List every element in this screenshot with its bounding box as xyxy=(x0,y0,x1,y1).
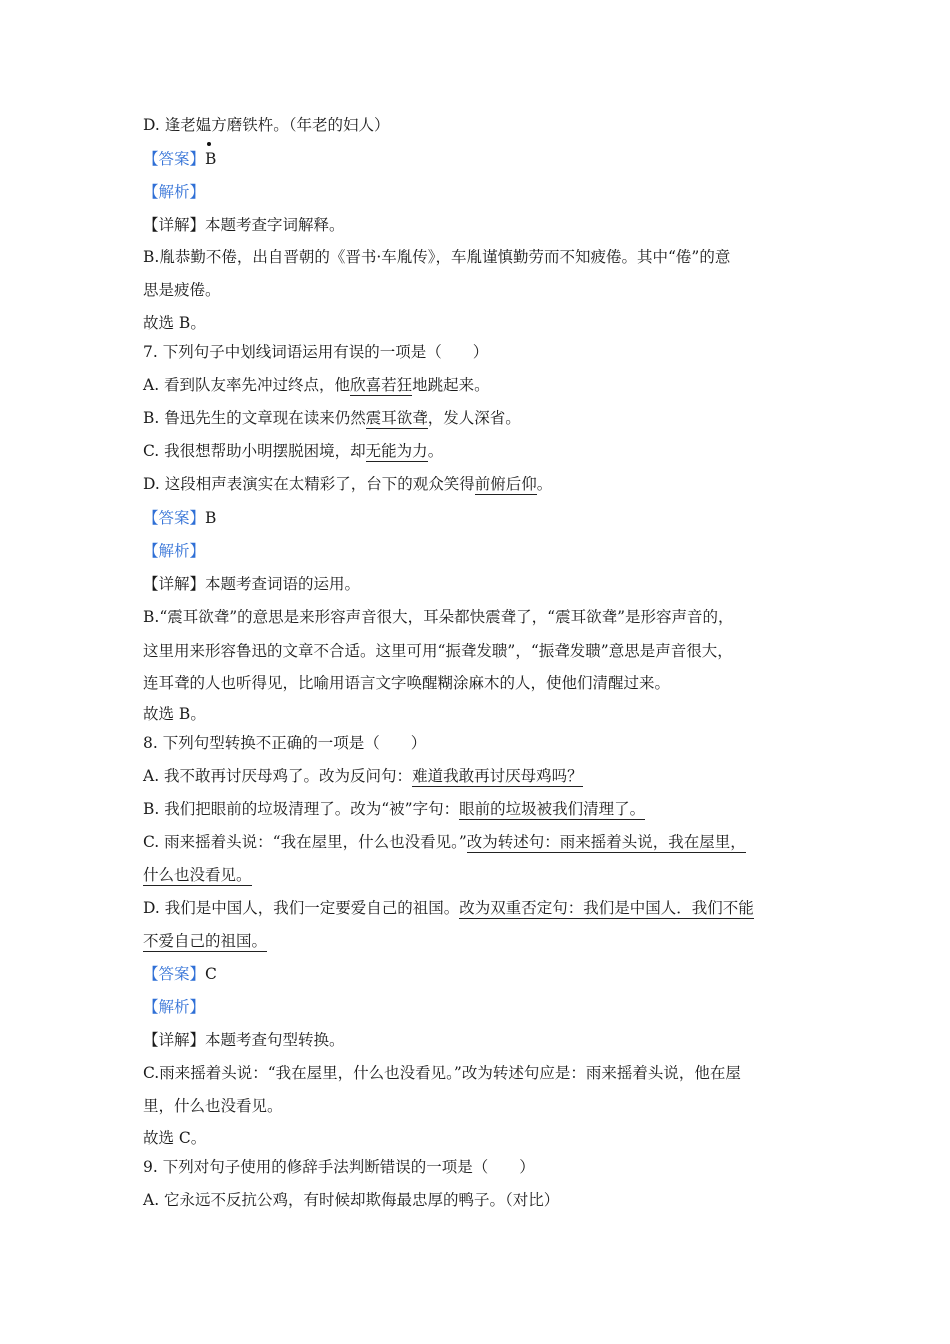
underlined-phrase: 什么也没看见。 xyxy=(143,866,252,884)
emphasis-dot xyxy=(207,142,211,146)
q6-analysis-label: 【解析】 xyxy=(143,183,206,201)
q7-conclusion: 故选 B。 xyxy=(143,705,206,723)
option-text: ，发人深省。 xyxy=(427,409,521,427)
q7-explanation-line: 连耳聋的人也听得见，比喻用语言文字唤醒糊涂麻木的人，使他们清醒过来。 xyxy=(143,674,671,692)
q8-detail: 【详解】本题考查句型转换。 xyxy=(143,1031,345,1049)
q8-option-c-cont xyxy=(143,864,252,886)
q7-explanation-line: B.“震耳欲聋”的意思是来形容声音很大，耳朵都快震聋了，“震耳欲聋”是形容声音的， xyxy=(143,608,734,626)
q9-question: 9. 下列对句子使用的修辞手法判断错误的一项是（ ） xyxy=(143,1158,535,1176)
q8-analysis-label: 【解析】 xyxy=(143,998,206,1016)
q8-option-b xyxy=(143,798,645,820)
q7-analysis-label: 【解析】 xyxy=(143,542,206,560)
underlined-phrase: 欣喜若狂 xyxy=(350,376,413,394)
underlined-phrase: 改为双重否定句：我们是中国人．我们不能 xyxy=(459,899,754,917)
underlined-phrase: 不爱自己的祖国。 xyxy=(143,932,268,950)
q8-question: 8. 下列句型转换不正确的一项是（ ） xyxy=(143,734,427,752)
option-text: C. 雨来摇着头说：“我在屋里，什么也没看见。” xyxy=(143,833,467,851)
q7-explanation-line: 这里用来形容鲁迅的文章不合适。这里可用“振聋发聩”，“振聋发聩”意思是声音很大， xyxy=(143,642,733,660)
underlined-phrase: 难道我敢再讨厌母鸡吗？ xyxy=(412,767,583,785)
option-text: D. 这段相声表演实在太精彩了，台下的观众笑得 xyxy=(143,475,475,493)
option-text: C. 我很想帮助小明摆脱困境，却 xyxy=(143,442,366,460)
answer-label: 【答案】 xyxy=(143,965,206,983)
underlined-phrase: 改为转述句：雨来摇着头说，我在屋里， xyxy=(466,833,746,851)
q7-detail: 【详解】本题考查词语的运用。 xyxy=(143,575,361,593)
answer-label: 【答案】 xyxy=(143,150,206,168)
q8-option-d-cont xyxy=(143,930,267,952)
option-text: D. 我们是中国人，我们一定要爱自己的祖国。 xyxy=(143,899,460,917)
q7-answer xyxy=(143,507,216,529)
answer-value: C xyxy=(205,965,217,983)
answer-label: 【答案】 xyxy=(143,509,206,527)
q6-detail: 【详解】本题考查字词解释。 xyxy=(143,216,345,234)
answer-value: B xyxy=(205,150,217,168)
underlined-phrase: 震耳欲聋 xyxy=(365,409,428,427)
q7-option-c xyxy=(143,440,443,462)
q8-explanation-line: C.雨来摇着头说：“我在屋里，什么也没看见。”改为转述句应是：雨来摇着头说，他在屋 xyxy=(143,1064,741,1082)
q6-conclusion: 故选 B。 xyxy=(143,314,206,332)
q8-explanation-line: 里，什么也没看见。 xyxy=(143,1097,283,1115)
q6-option-d: D. 逢老媪方磨铁杵。（年老的妇人） xyxy=(143,116,390,134)
q8-option-d xyxy=(143,897,754,919)
underlined-phrase: 无能为力 xyxy=(365,442,428,460)
q9-option-a: A. 它永远不反抗公鸡，有时候却欺侮最忠厚的鸭子。（对比） xyxy=(143,1191,560,1209)
q8-answer xyxy=(143,963,217,985)
option-text: A. 我不敢再讨厌母鸡了。改为反问句： xyxy=(143,767,413,785)
answer-value: B xyxy=(205,509,217,527)
q8-option-c xyxy=(143,831,746,853)
q7-option-b xyxy=(143,407,521,429)
underlined-phrase: 前俯后仰 xyxy=(474,475,537,493)
q7-option-a xyxy=(143,374,490,396)
q6-answer xyxy=(143,148,216,170)
q6-explanation-line: B.胤恭勤不倦，出自晋朝的《晋书·车胤传》，车胤谨慎勤劳而不知疲倦。其中“倦”的意 xyxy=(143,248,731,266)
option-text: 地跳起来。 xyxy=(412,376,490,394)
q8-option-a xyxy=(143,765,583,787)
q7-option-d xyxy=(143,473,552,495)
option-text: A. 看到队友率先冲过终点，他 xyxy=(143,376,351,394)
q6-explanation-line: 思是疲倦。 xyxy=(143,281,221,299)
q7-question: 7. 下列句子中划线词语运用有误的一项是（ ） xyxy=(143,343,489,361)
option-text: 。 xyxy=(536,475,553,493)
option-text: B. 我们把眼前的垃圾清理了。改为“被”字句： xyxy=(143,800,460,818)
underlined-phrase: 眼前的垃圾被我们清理了。 xyxy=(459,800,646,818)
option-text: B. 鲁迅先生的文章现在读来仍然 xyxy=(143,409,366,427)
option-text: 。 xyxy=(427,442,444,460)
q8-conclusion: 故选 C。 xyxy=(143,1129,207,1147)
